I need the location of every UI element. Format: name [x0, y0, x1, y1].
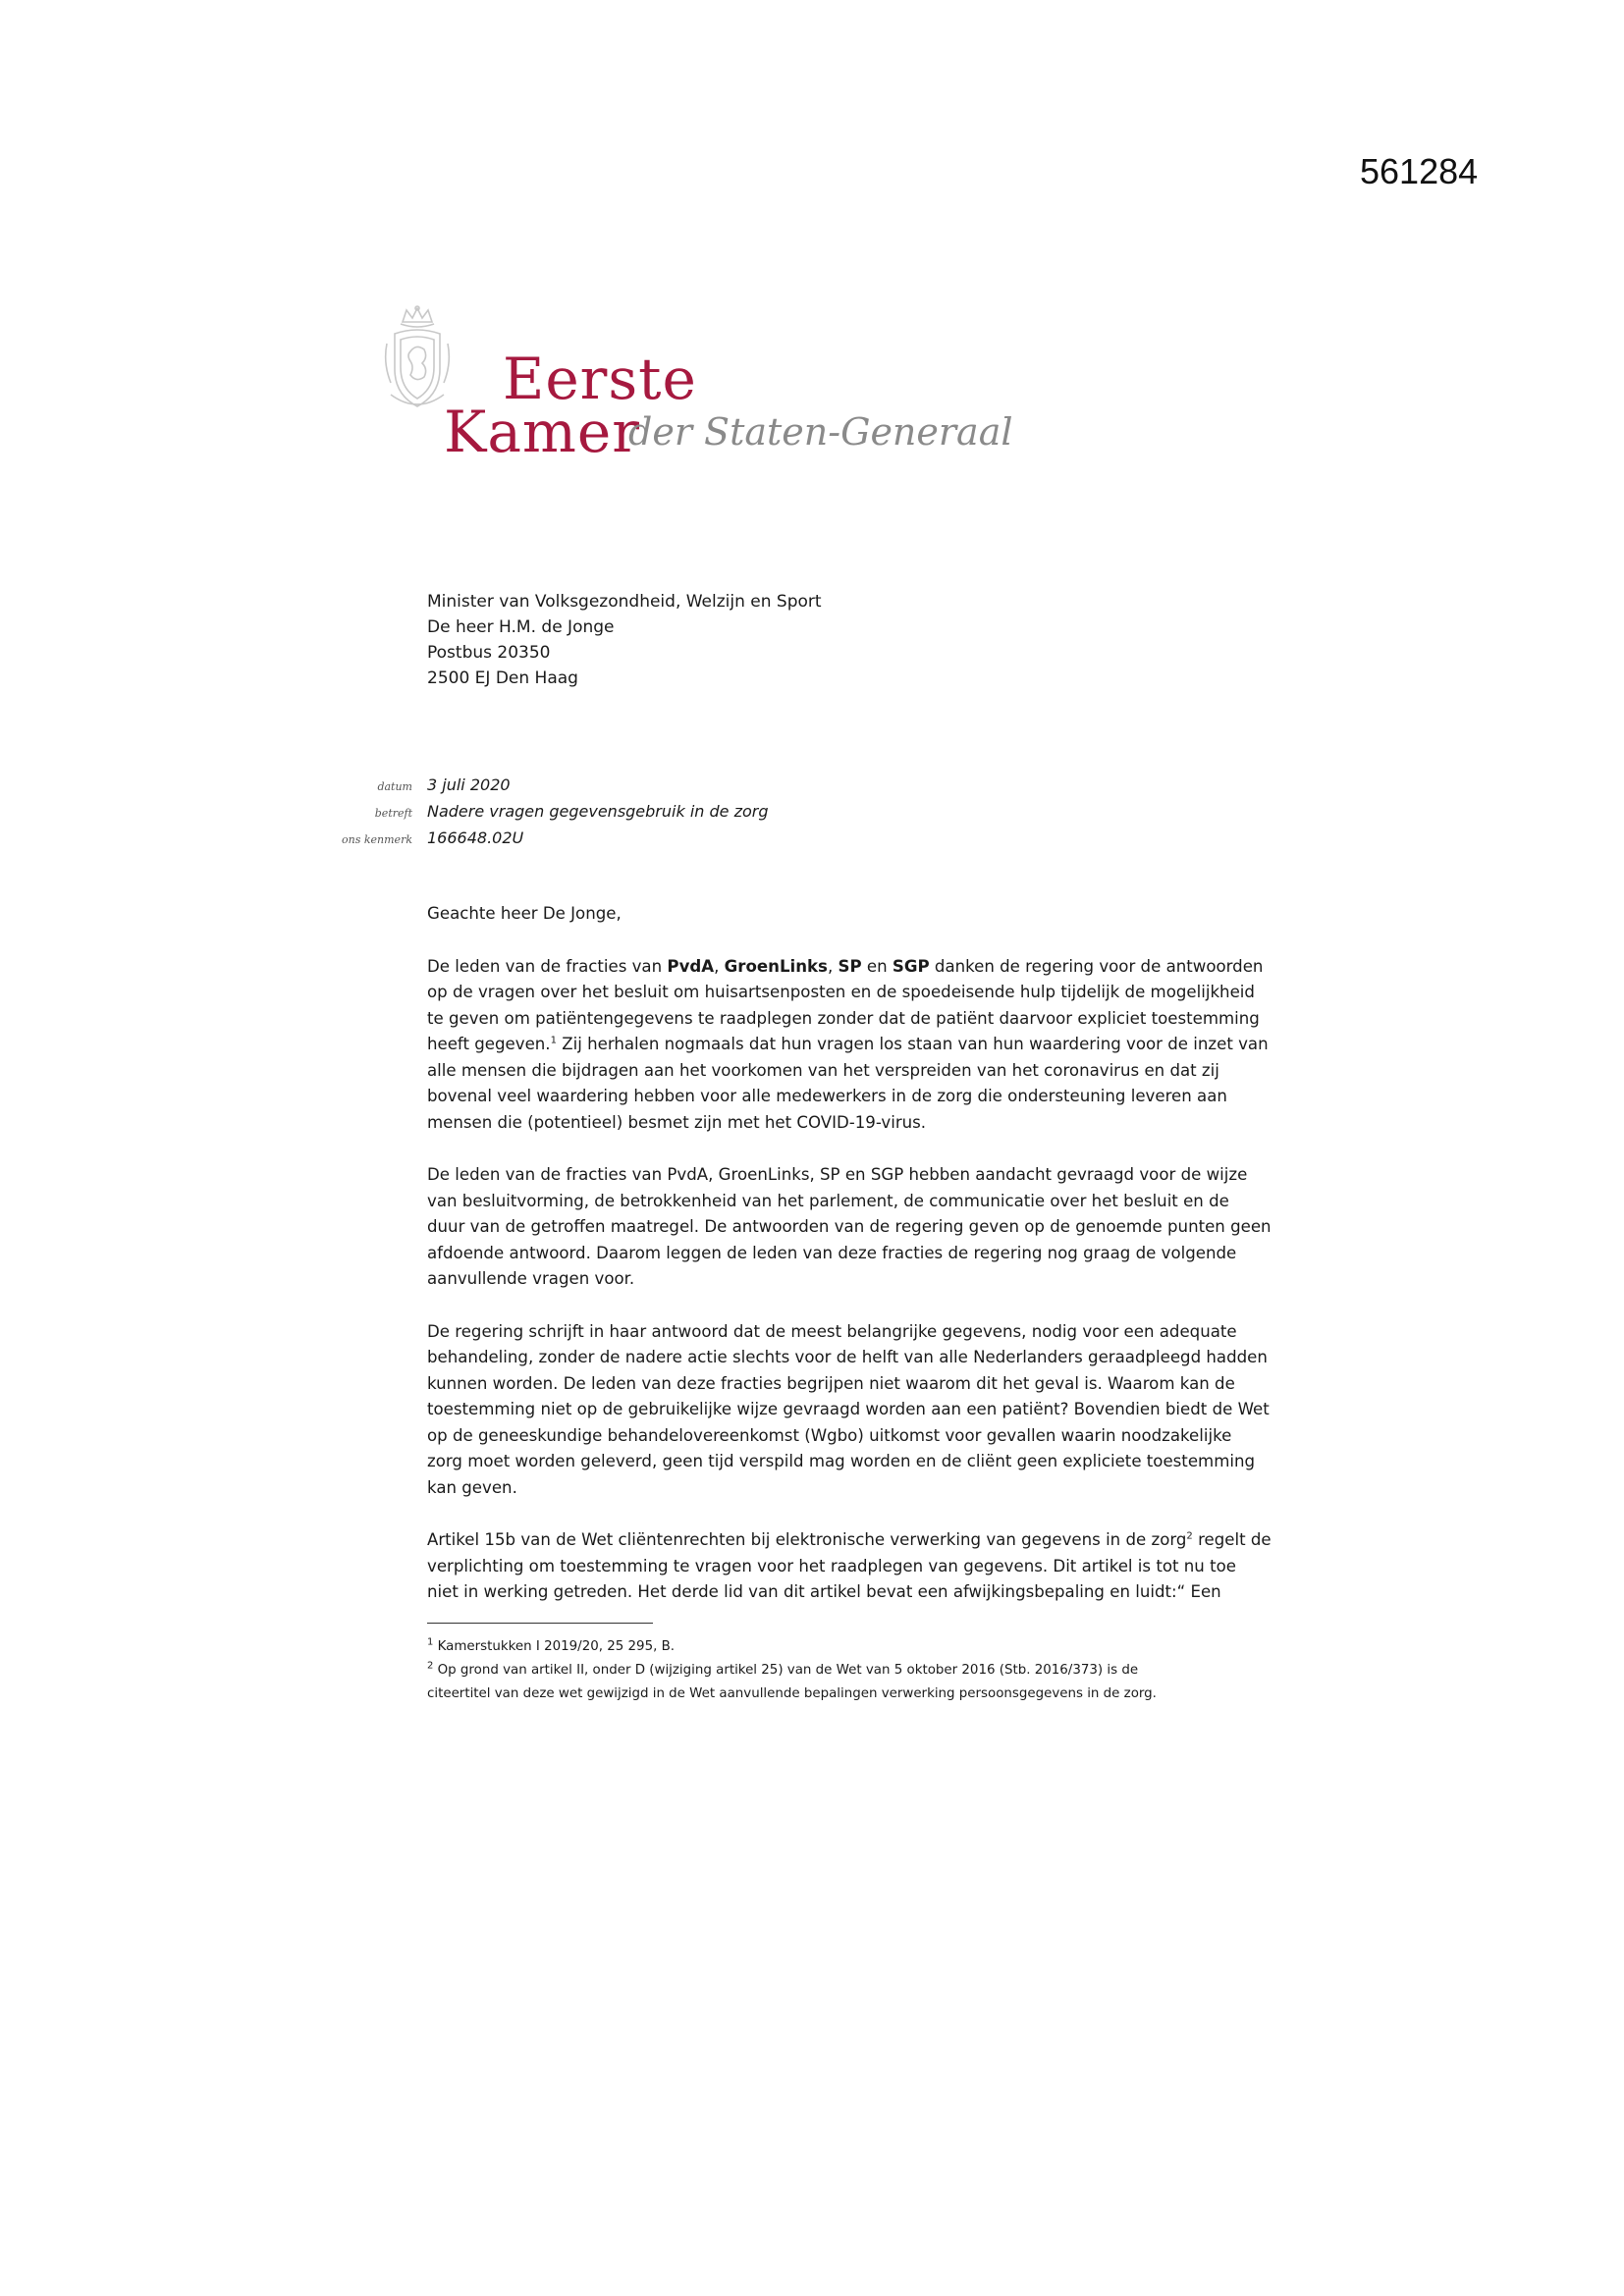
address-line: De heer H.M. de Jonge [427, 617, 615, 637]
text-run: danken de regering voor de antwoorden op de vragen over het besluit om huisartsenposten en de spoedeisende hulp tijdelijk de mogelijkheid te geven om patiëntengegevens te raadplegen zonder dat de patiënt daarvoor expliciet toestemming heeft gegeven. [427, 956, 1264, 1053]
footnote-2 [427, 1659, 1272, 1682]
paragraph-3: De regering schrijft in haar antwoord dat de meest belangrijke gegevens, nodig voor een adequate behandeling, zonder de nadere actie slechts voor de helft van alle Nederlanders geraadpleegd hadden kunnen worden. De leden van deze fracties begrijpen niet waarom dit het geval is. Waarom kan de toestemming niet op de gebruikelijke wijze gevraagd worden aan een patiënt? Bovendien biedt de Wet op de geneeskundige behandelovereenkomst (Wgbo) uitkomst voor gevallen waarin noodzakelijke zorg moet worden geleverd, geen tijd verspild mag worden en de cliënt geen expliciete toestemming kan geven. [427, 1321, 1270, 1497]
footnote-1 [427, 1635, 1272, 1659]
address-line: 2500 EJ Den Haag [427, 668, 578, 688]
paragraph-2: De leden van de fracties van PvdA, GroenLinks, SP en SGP hebben aandacht gevraagd voor de wijze van besluitvorming, de betrokkenheid van het parlement, de communicatie over het besluit en de duur van de getroffen maatregel. De antwoorden van de regering geven op de genoemde punten geen afdoende antwoord. Daarom leggen de leden van deze fracties de regering nog graag de volgende aanvullende vragen voor. [427, 1165, 1272, 1288]
footnote-text: Op grond van artikel II, onder D (wijziging artikel 25) van de Wet van 5 oktober 2016 (Stb. 2016/373) is de [433, 1663, 1139, 1678]
text-run: De leden van de fracties van [427, 956, 668, 976]
text-run: regelt de verplichting om toestemming te vragen voor het raadplegen van gegevens. Dit artikel is tot nu toe niet in werking getreden. Het derde lid van dit artikel bevat een afwijkingsbepaling en luidt:“ Een [427, 1530, 1272, 1601]
footnote-ref: 2 [1186, 1530, 1193, 1542]
meta-value-subject: Nadere vragen gegevensgebruik in de zorg [427, 802, 769, 821]
text-run: , [827, 956, 839, 976]
text-run: en [861, 956, 893, 976]
footnote-number: 1 [427, 1636, 434, 1648]
royal-crest-icon [381, 304, 454, 414]
meta-value-date: 3 juli 2020 [427, 775, 511, 794]
letter-body [427, 901, 1272, 1632]
party-pvda: PvdA [667, 956, 715, 976]
party-sgp: SGP [892, 956, 930, 976]
footnote-text: citeertitel van deze wet gewijzigd in de Wet aanvullende bepalingen verwerking persoonsgegevens in de zorg. [427, 1686, 1157, 1701]
paragraph-1 [427, 954, 1272, 1137]
footnote-text: Kamerstukken I 2019/20, 25 295, B. [433, 1639, 676, 1654]
paragraph-4 [427, 1527, 1272, 1606]
party-sp: SP [838, 956, 862, 976]
text-run: Zij herhalen nogmaals dat hun vragen los staan van hun waardering voor de inzet van alle mensen die bijdragen aan het voorkomen van het verspreiden van het coronavirus en dat zij bovenal veel waardering hebben voor alle medewerkers in de zorg die ondersteuning leveren aan mensen die (potentieel) besmet zijn met het COVID-19-virus. [427, 1035, 1269, 1132]
footnote-2-cont [427, 1682, 1272, 1706]
logo-kamer: Kamer [444, 399, 640, 465]
logo-subtitle: der Staten-Generaal [628, 410, 1013, 454]
address-line: Minister van Volksgezondheid, Welzijn en Sport [427, 592, 822, 612]
logo-eerste: Eerste [503, 346, 697, 412]
party-groenlinks: GroenLinks [724, 956, 828, 976]
recipient-address [427, 589, 822, 691]
footnote-number: 2 [427, 1660, 434, 1672]
meta-label: datum [377, 780, 412, 793]
meta-value-reference: 166648.02U [427, 828, 524, 847]
footnote-divider [427, 1623, 653, 1624]
meta-label: betreft [374, 807, 412, 820]
text-run: , [714, 956, 725, 976]
address-line: Postbus 20350 [427, 643, 551, 663]
document-number: 561284 [1360, 151, 1479, 191]
text-run: Artikel 15b van de Wet cliëntenrechten bij elektronische verwerking van gegevens in de zorg [427, 1530, 1187, 1549]
meta-label: ons kenmerk [342, 833, 412, 846]
footnote-ref: 1 [550, 1035, 557, 1046]
salutation: Geachte heer De Jonge, [427, 904, 622, 923]
footnotes [427, 1635, 1272, 1706]
